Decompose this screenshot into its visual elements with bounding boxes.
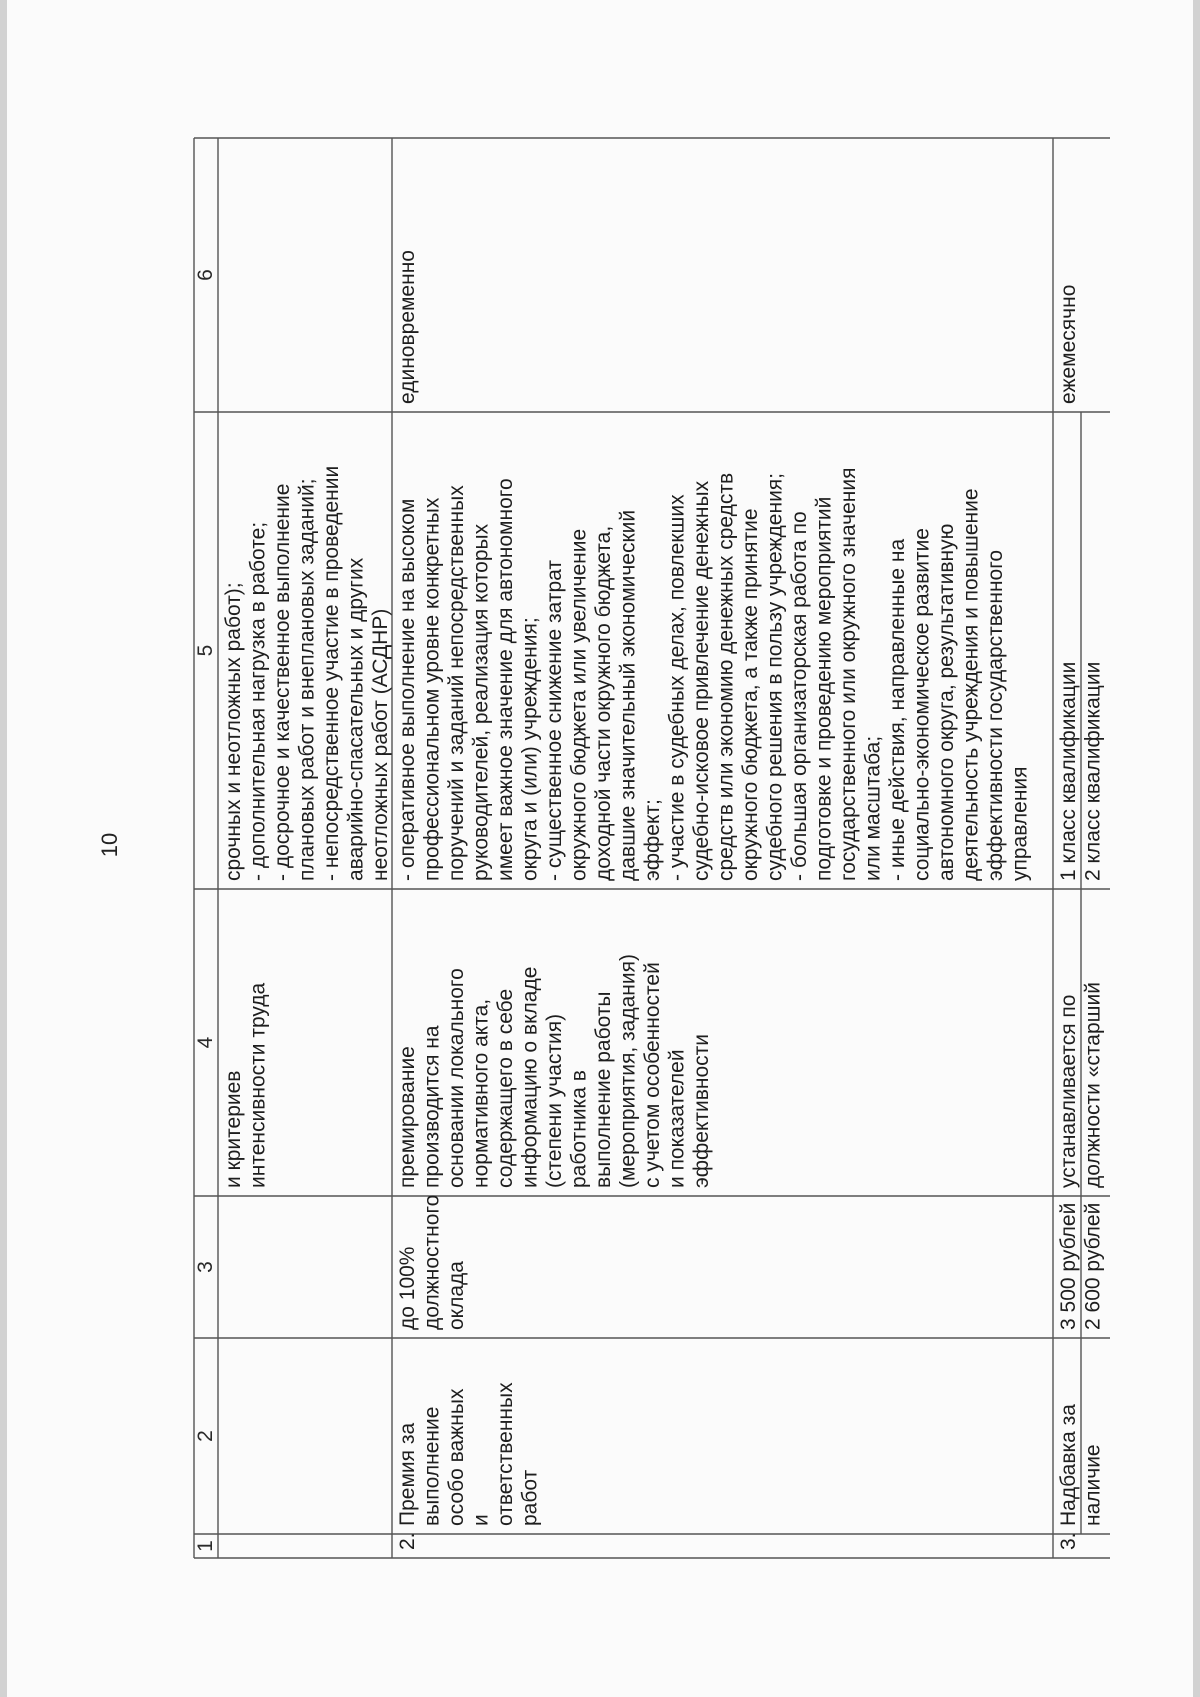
cell-text-r2-c4: эффективности	[690, 1033, 713, 1188]
column-header-3: 3	[194, 1261, 217, 1273]
cell-text-r2-c5: - оперативное выполнение на высоком	[396, 498, 419, 881]
cell-text-r2-c1: 2.	[396, 1532, 419, 1550]
cell-text-r1-c5: - непосредственное участие в проведении	[320, 465, 343, 881]
cell-text-r2-c5: - большая организаторская работа по	[788, 511, 811, 881]
cell-text-r3-c6: ежемесячно	[1057, 284, 1080, 404]
cell-text-r2-c5: руководителей, реализация которых	[469, 523, 493, 881]
cell-text-r2-c5: государственного или окружного значения	[837, 467, 860, 881]
column-header-1: 1	[194, 1540, 217, 1552]
cell-text-r2-c4: нормативного акта,	[469, 998, 493, 1188]
cell-text-r2-c5: - существенное снижение затрат	[543, 559, 566, 881]
cell-text-r2-c6: единовременно	[396, 250, 419, 404]
cell-text-r3-c5: 1 класс квалификации	[1057, 661, 1080, 881]
cell-text-r2-c2: Премия за	[396, 1422, 419, 1526]
cell-text-r2-c5: управления	[1008, 766, 1032, 881]
cell-text-r2-c5: профессиональном уровне конкретных	[420, 497, 444, 881]
cell-text-r2-c5: давшие значительный экономический	[616, 509, 640, 881]
cell-text-r2-c4: основании локального	[445, 968, 468, 1188]
cell-text-r1-c5: срочных и неотложных работ);	[222, 582, 245, 881]
column-header-6: 6	[194, 269, 217, 281]
cell-text-r2-c5: судебного решения в пользу учреждения;	[763, 472, 787, 881]
cell-text-r2-c4: премирование	[396, 1046, 419, 1188]
cell-text-r3-c2: наличие	[1081, 1444, 1105, 1526]
cell-text-r2-c3: оклада	[445, 1261, 468, 1330]
cell-text-r2-c4: работника в	[567, 1070, 591, 1188]
cell-text-r3-c5: 2 класс квалификации	[1081, 661, 1105, 881]
cell-text-r2-c5: деятельность учреждения и повышение	[959, 488, 983, 881]
cell-text-r2-c5: судебно-исковое привлечение денежных	[690, 480, 713, 881]
cell-text-r2-c4: (степени участия)	[543, 1013, 566, 1188]
cell-text-r2-c4: информацию о вкладе	[518, 966, 542, 1188]
cell-text-r2-c5: социально-экономическое развитие	[910, 528, 934, 881]
cell-text-r1-c5: - дополнительная нагрузка в работе;	[246, 521, 270, 881]
scan-edge-left	[0, 0, 7, 1697]
cell-text-r2-c5: доходной части окружного бюджета,	[592, 525, 615, 881]
cell-text-r3-c2: Надбавка за	[1057, 1404, 1080, 1526]
cell-text-r2-c2: и	[469, 1514, 493, 1526]
cell-text-r1-c5: плановых работ и внеплановых заданий;	[295, 478, 319, 881]
cell-text-r3-c4: должности «старший	[1081, 982, 1105, 1188]
cell-text-r2-c2: ответственных	[494, 1382, 517, 1526]
cell-text-r2-c5: поручений и заданий непосредственных	[445, 485, 468, 881]
cell-text-r2-c4: содержащего в себе	[494, 988, 517, 1188]
cell-text-r2-c5: или масштаба;	[861, 735, 885, 881]
cell-text-r1-c5: неотложных работ (АСДНР)	[369, 608, 392, 881]
column-header-4: 4	[194, 1036, 217, 1049]
cell-text-r2-c2: работ	[518, 1469, 542, 1526]
cell-text-r2-c5: - иные действия, направленные на	[886, 538, 909, 881]
cell-text-r2-c5: - участие в судебных делах, повлекших	[665, 494, 689, 881]
scan-edge-right	[1193, 0, 1200, 1697]
column-header-5: 5	[194, 644, 217, 657]
cell-text-r2-c5: округа и (или) учреждения;	[518, 617, 542, 881]
cell-text-r1-c5: - досрочное и качественное выполнение	[271, 483, 294, 881]
cell-text-r2-c3: должностного	[420, 1194, 444, 1330]
cell-text-r2-c4: и показателей	[665, 1049, 689, 1188]
cell-text-r2-c5: подготовке и проведению мероприятий	[812, 496, 836, 881]
cell-text-r2-c4: с учетом особенностей	[641, 962, 664, 1188]
cell-text-r2-c5: автономного округа, результативную	[935, 523, 958, 881]
cell-text-r2-c4: выполнение работы	[592, 991, 615, 1188]
cell-text-r2-c2: выполнение	[420, 1406, 444, 1526]
cell-text-r2-c5: окружного бюджета, а также принятие	[739, 508, 762, 881]
cell-text-r3-c4: устанавливается по	[1057, 994, 1080, 1188]
cell-text-r3-c1: 3.	[1057, 1532, 1080, 1550]
cell-text-r2-c4: (мероприятия, задания)	[616, 954, 640, 1188]
cell-text-r2-c5: средств или экономию денежных средств	[714, 472, 738, 881]
cell-text-r2-c5: имеет важное значение для автономного	[494, 478, 517, 881]
page-number: 10	[97, 832, 122, 858]
cell-text-r2-c5: эффект;	[641, 799, 664, 881]
cell-text-r1-c5: аварийно-спасательных и других	[344, 557, 368, 881]
cell-text-r1-c4: интенсивности труда	[246, 982, 270, 1188]
cell-text-r2-c5: окружного бюджета или увеличение	[567, 528, 591, 881]
cell-text-r3-c3: 2 600 рублей	[1081, 1202, 1105, 1330]
cell-text-r2-c3: до 100%	[396, 1246, 419, 1330]
cell-text-r2-c2: особо важных	[445, 1388, 468, 1526]
cell-text-r2-c5: эффективности государственного	[984, 549, 1007, 881]
cell-text-r2-c4: производится на	[420, 1025, 444, 1188]
column-header-2: 2	[194, 1430, 217, 1442]
cell-text-r3-c3: 3 500 рублей	[1057, 1202, 1080, 1330]
cell-text-r1-c4: и критериев	[222, 1070, 245, 1188]
